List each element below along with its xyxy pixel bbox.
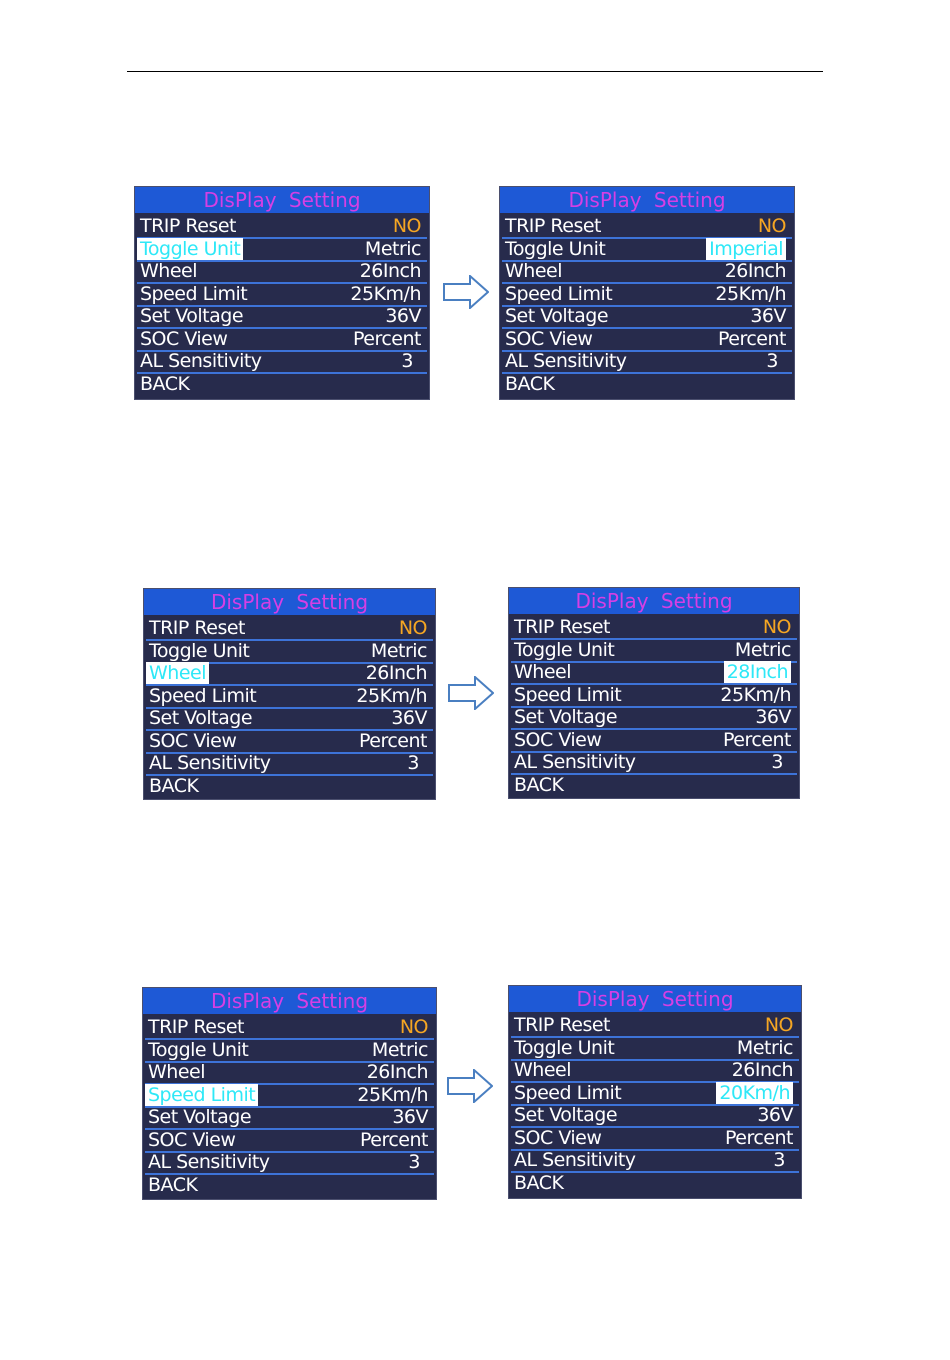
menu-value: 3	[771, 751, 783, 773]
right-arrow-outline-icon	[448, 676, 494, 710]
menu-label: BACK	[148, 1173, 198, 1196]
menu-label: BACK	[514, 1171, 564, 1194]
menu-value: 25Km/h	[356, 684, 427, 707]
menu-row-toggle-unit[interactable]	[135, 238, 429, 260]
menu-row-soc-view[interactable]	[135, 328, 429, 350]
menu-label: Wheel	[148, 1061, 205, 1083]
display-setting-screen	[508, 985, 802, 1199]
menu-row-back[interactable]	[143, 1174, 436, 1196]
menu-value: 26Inch	[731, 1059, 793, 1081]
menu-value: Percent	[725, 1126, 793, 1149]
menu-row-toggle-unit[interactable]	[143, 1039, 436, 1061]
menu-value: 36V	[757, 1104, 793, 1126]
menu-label: TRIP Reset	[505, 215, 601, 237]
menu-row-trip-reset[interactable]	[500, 215, 794, 237]
menu-label: Wheel	[140, 260, 197, 282]
display-setting-screen	[134, 186, 430, 400]
menu-label: Wheel	[146, 662, 209, 684]
menu-label: AL Sensitivity	[505, 350, 627, 372]
menu-row-toggle-unit[interactable]	[144, 640, 435, 662]
menu-row-back[interactable]	[500, 373, 794, 395]
menu-row-wheel[interactable]	[500, 260, 794, 282]
menu-value: Metric	[371, 1038, 428, 1061]
menu-row-set-voltage[interactable]	[500, 305, 794, 327]
menu-value: Imperial	[706, 238, 786, 260]
menu-row-speed-limit[interactable]	[500, 283, 794, 305]
menu-row-al-sensitivity[interactable]	[500, 350, 794, 372]
menu-value: Percent	[359, 729, 427, 752]
menu-value: NO	[398, 617, 427, 639]
menu-value: 26Inch	[359, 260, 421, 282]
menu-value: 36V	[385, 305, 421, 327]
menu-label: TRIP Reset	[514, 616, 610, 638]
menu-label: Set Voltage	[140, 305, 244, 327]
menu-label: Speed Limit	[514, 683, 622, 706]
menu-label: SOC View	[505, 327, 593, 350]
page-header-rule	[127, 71, 823, 72]
menu-row-toggle-unit[interactable]	[509, 1037, 801, 1059]
menu-row-soc-view[interactable]	[144, 730, 435, 752]
menu-value: 25Km/h	[357, 1083, 428, 1106]
menu-value: Metric	[370, 639, 427, 662]
menu-row-trip-reset[interactable]	[143, 1016, 436, 1038]
screen-title: DisPlay Setting	[500, 187, 794, 213]
menu-label: AL Sensitivity	[140, 350, 262, 372]
menu-label: Toggle Unit	[505, 237, 606, 260]
menu-row-soc-view[interactable]	[509, 1127, 801, 1149]
menu-row-soc-view[interactable]	[143, 1129, 436, 1151]
menu-row-trip-reset[interactable]	[509, 616, 799, 638]
menu-value: Metric	[736, 1036, 793, 1059]
menu-row-speed-limit[interactable]	[135, 283, 429, 305]
menu-label: SOC View	[149, 729, 237, 752]
menu-label: Toggle Unit	[514, 1036, 615, 1059]
menu-row-toggle-unit[interactable]	[500, 238, 794, 260]
menu-value: 36V	[755, 706, 791, 728]
menu-row-speed-limit[interactable]	[509, 684, 799, 706]
menu-value: Percent	[360, 1128, 428, 1151]
menu-value: 28Inch	[724, 661, 791, 683]
menu-label: Set Voltage	[505, 305, 609, 327]
right-arrow-outline-icon	[447, 1069, 493, 1103]
menu-row-wheel[interactable]	[509, 1059, 801, 1081]
menu-label: Speed Limit	[149, 684, 257, 707]
menu-label: BACK	[149, 774, 199, 797]
menu-label: Set Voltage	[514, 706, 618, 728]
menu-value: NO	[764, 1014, 793, 1036]
menu-row-speed-limit[interactable]	[143, 1084, 436, 1106]
menu-value: 36V	[391, 707, 427, 729]
menu-label: Toggle Unit	[514, 638, 615, 661]
menu-row-speed-limit[interactable]	[509, 1082, 801, 1104]
menu-row-trip-reset[interactable]	[509, 1014, 801, 1036]
menu-value: 36V	[750, 305, 786, 327]
menu-label: Speed Limit	[514, 1081, 622, 1104]
menu-row-al-sensitivity[interactable]	[509, 1149, 801, 1171]
menu-value: Percent	[723, 728, 791, 751]
menu-value: 25Km/h	[715, 282, 786, 305]
display-setting-screen	[499, 186, 795, 400]
menu-row-set-voltage[interactable]	[144, 707, 435, 729]
menu-label: AL Sensitivity	[514, 1149, 636, 1171]
menu-label: Wheel	[514, 661, 571, 683]
menu-label: SOC View	[514, 728, 602, 751]
menu-label: BACK	[505, 372, 555, 395]
menu-row-back[interactable]	[509, 1172, 801, 1194]
menu-value: Metric	[734, 638, 791, 661]
menu-row-al-sensitivity[interactable]	[135, 350, 429, 372]
menu-value: 3	[408, 1151, 420, 1173]
menu-label: BACK	[140, 372, 190, 395]
menu-label: SOC View	[140, 327, 228, 350]
menu-value: NO	[399, 1016, 428, 1038]
menu-value: Percent	[718, 327, 786, 350]
menu-value: 36V	[392, 1106, 428, 1128]
menu-value: 3	[407, 752, 419, 774]
menu-value: NO	[762, 616, 791, 638]
right-arrow-outline-icon	[443, 275, 489, 309]
menu-value: 26Inch	[365, 662, 427, 684]
menu-value: NO	[757, 215, 786, 237]
menu-label: BACK	[514, 773, 564, 796]
menu-row-back[interactable]	[135, 373, 429, 395]
menu-value: 20Km/h	[716, 1082, 793, 1104]
menu-row-set-voltage[interactable]	[509, 706, 799, 728]
menu-row-speed-limit[interactable]	[144, 685, 435, 707]
screen-title: DisPlay Setting	[509, 588, 799, 614]
menu-label: Set Voltage	[514, 1104, 618, 1126]
menu-row-set-voltage[interactable]	[143, 1106, 436, 1128]
menu-label: TRIP Reset	[148, 1016, 244, 1038]
menu-value: 25Km/h	[720, 683, 791, 706]
menu-label: Speed Limit	[145, 1084, 258, 1106]
menu-label: TRIP Reset	[514, 1014, 610, 1036]
menu-row-toggle-unit[interactable]	[509, 639, 799, 661]
menu-label: SOC View	[148, 1128, 236, 1151]
menu-row-back[interactable]	[144, 775, 435, 797]
menu-value: 26Inch	[366, 1061, 428, 1083]
menu-row-wheel[interactable]	[509, 661, 799, 683]
menu-value: Percent	[353, 327, 421, 350]
menu-label: TRIP Reset	[149, 617, 245, 639]
menu-label: Wheel	[514, 1059, 571, 1081]
menu-label: Speed Limit	[505, 282, 613, 305]
display-setting-screen	[143, 588, 436, 800]
screen-title: DisPlay Setting	[509, 986, 801, 1012]
menu-value: 3	[401, 350, 413, 372]
menu-label: Toggle Unit	[149, 639, 250, 662]
menu-value: 26Inch	[724, 260, 786, 282]
menu-label: Toggle Unit	[148, 1038, 249, 1061]
menu-label: Wheel	[505, 260, 562, 282]
display-setting-screen	[508, 587, 800, 799]
menu-label: Speed Limit	[140, 282, 248, 305]
menu-value: Metric	[364, 237, 421, 260]
menu-row-back[interactable]	[509, 774, 799, 796]
menu-value: 25Km/h	[350, 282, 421, 305]
menu-label: AL Sensitivity	[149, 752, 271, 774]
menu-row-wheel[interactable]	[144, 662, 435, 684]
screen-title: DisPlay Setting	[135, 187, 429, 213]
menu-row-trip-reset[interactable]	[135, 215, 429, 237]
screen-title: DisPlay Setting	[144, 589, 435, 615]
menu-value: 3	[766, 350, 778, 372]
menu-label: AL Sensitivity	[148, 1151, 270, 1173]
menu-row-soc-view[interactable]	[509, 729, 799, 751]
menu-label: SOC View	[514, 1126, 602, 1149]
menu-label: Toggle Unit	[137, 238, 243, 260]
menu-label: TRIP Reset	[140, 215, 236, 237]
menu-value: 3	[773, 1149, 785, 1171]
display-setting-screen	[142, 987, 437, 1200]
menu-row-set-voltage[interactable]	[135, 305, 429, 327]
menu-row-soc-view[interactable]	[500, 328, 794, 350]
menu-value: NO	[392, 215, 421, 237]
screen-title: DisPlay Setting	[143, 988, 436, 1014]
menu-label: Set Voltage	[148, 1106, 252, 1128]
menu-label: AL Sensitivity	[514, 751, 636, 773]
menu-row-wheel[interactable]	[135, 260, 429, 282]
menu-row-wheel[interactable]	[143, 1061, 436, 1083]
menu-row-set-voltage[interactable]	[509, 1104, 801, 1126]
menu-row-al-sensitivity[interactable]	[143, 1151, 436, 1173]
menu-row-trip-reset[interactable]	[144, 617, 435, 639]
menu-row-al-sensitivity[interactable]	[144, 752, 435, 774]
menu-label: Set Voltage	[149, 707, 253, 729]
menu-row-al-sensitivity[interactable]	[509, 751, 799, 773]
